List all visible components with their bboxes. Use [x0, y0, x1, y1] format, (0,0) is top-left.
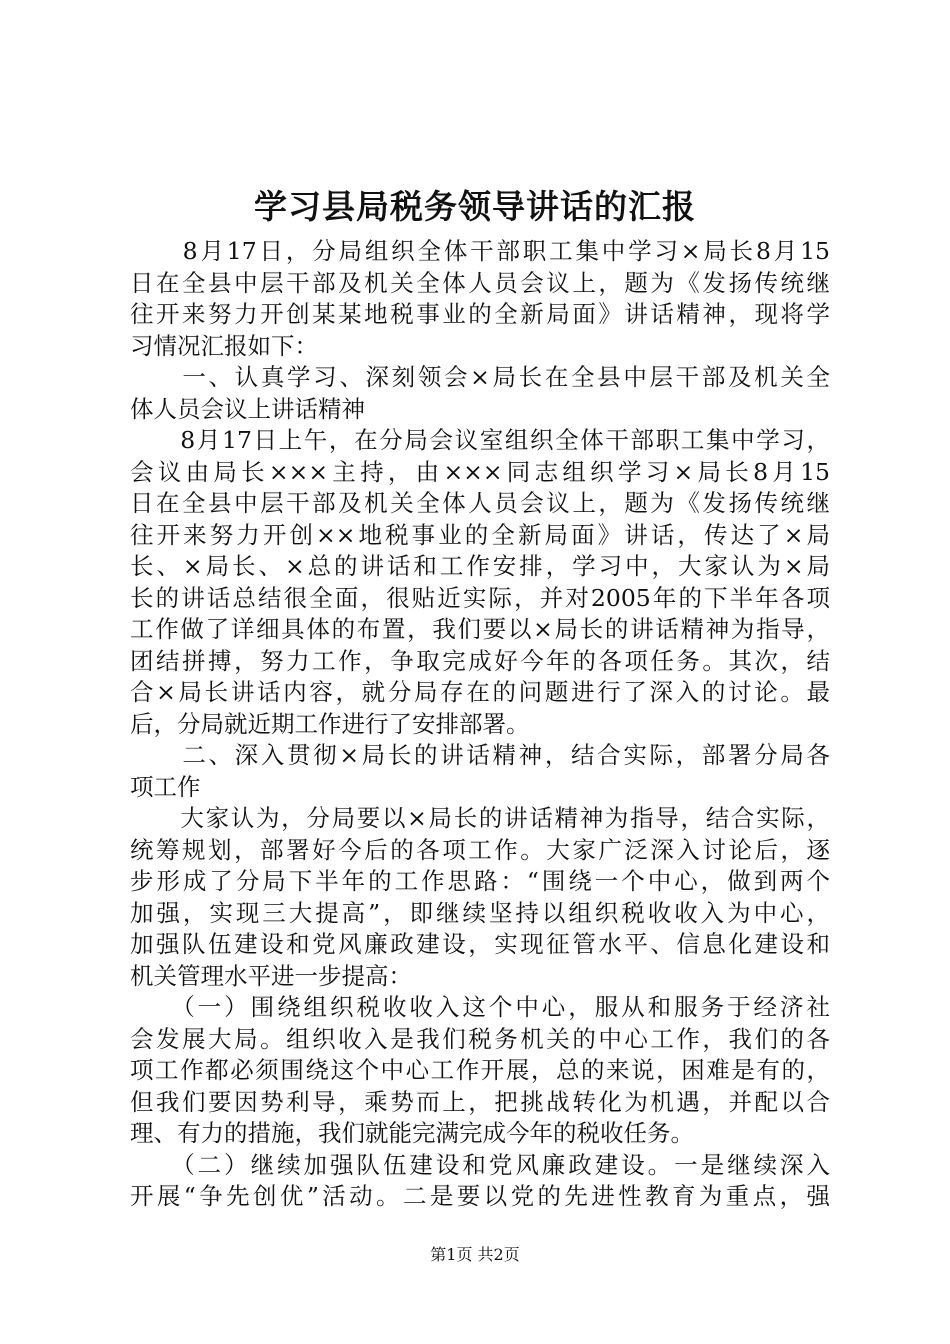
text-line: 日在全县中层干部及机关全体人员会议上，题为《发扬传统继 [130, 489, 830, 517]
text-line: 长的讲话总结很全面，很贴近实际，并对2005年的下半年各项 [130, 583, 830, 612]
text-line: 日在全县中层干部及机关全体人员会议上，题为《发扬传统继 [130, 268, 830, 297]
text-line: 习情况汇报如下： [130, 331, 318, 360]
page-footer: 第1页 共2页 [430, 1245, 520, 1264]
text-line: 往开来努力开创××地税事业的全新局面》讲话，传达了×局 [130, 520, 830, 549]
text-line: 一、认真学习、深刻领会×局长在全县中层干部及机关全 [130, 363, 830, 391]
text-line: 加强队伍建设和党风廉政建设，实现征管水平、信息化建设和 [130, 930, 830, 958]
text-line: 机关管理水平进一步提高： [130, 961, 412, 990]
text-line: 理、有力的措施，我们就能完满完成今年的税收任务。 [130, 1119, 694, 1147]
document-body [130, 236, 830, 1213]
text-line: 往开来努力开创某某地税事业的全新局面》讲话精神，现将学 [130, 300, 830, 328]
text-line: 统筹规划，部署好今后的各项工作。大家广泛深入讨论后，逐 [130, 835, 830, 864]
document-title: 学习县局税务领导讲话的汇报 [254, 187, 696, 226]
text-line: 开展“争先创优”活动。二是要以党的先进性教育为重点，强 [130, 1182, 830, 1210]
text-line: 项工作都必须围绕这个中心工作开展，总的来说，困难是有的， [130, 1056, 830, 1084]
text-line: 合×局长讲话内容，就分局存在的问题进行了深入的讨论。最 [130, 678, 830, 706]
text-line: 大家认为，分局要以×局长的讲话精神为指导，结合实际， [130, 804, 830, 832]
text-line: 8月17日，分局组织全体干部职工集中学习×局长8月15 [130, 237, 830, 265]
text-line: 长、×局长、×总的讲话和工作安排，学习中，大家认为×局 [130, 552, 830, 580]
text-line: 加强，实现三大提高”，即继续坚持以组织税收收入为中心， [130, 898, 830, 927]
text-line: 体人员会议上讲话精神 [130, 394, 365, 423]
text-line: （二）继续加强队伍建设和党风廉政建设。一是继续深入 [130, 1150, 830, 1179]
text-line: 会发展大局。组织收入是我们税务机关的中心工作，我们的各 [130, 1024, 830, 1053]
text-line: （一）围绕组织税收收入这个中心，服从和服务于经济社 [130, 993, 830, 1021]
text-line: 二、深入贯彻×局长的讲话精神，结合实际，部署分局各 [130, 741, 830, 769]
text-line: 8月17日上午，在分局会议室组织全体干部职工集中学习， [130, 426, 830, 454]
text-line: 团结拼搏，努力工作，争取完成好今年的各项任务。其次，结 [130, 646, 830, 675]
text-line: 步形成了分局下半年的工作思路：“围绕一个中心，做到两个 [130, 867, 830, 895]
text-line: 但我们要因势利导，乘势而上，把挑战转化为机遇，并配以合 [130, 1087, 830, 1116]
text-line: 会议由局长×××主持，由×××同志组织学习×局长8月15 [130, 457, 830, 486]
text-line: 工作做了详细具体的布置，我们要以×局长的讲话精神为指导， [130, 615, 830, 643]
text-line: 后，分局就近期工作进行了安排部署。 [130, 709, 530, 738]
text-line: 项工作 [130, 772, 201, 801]
